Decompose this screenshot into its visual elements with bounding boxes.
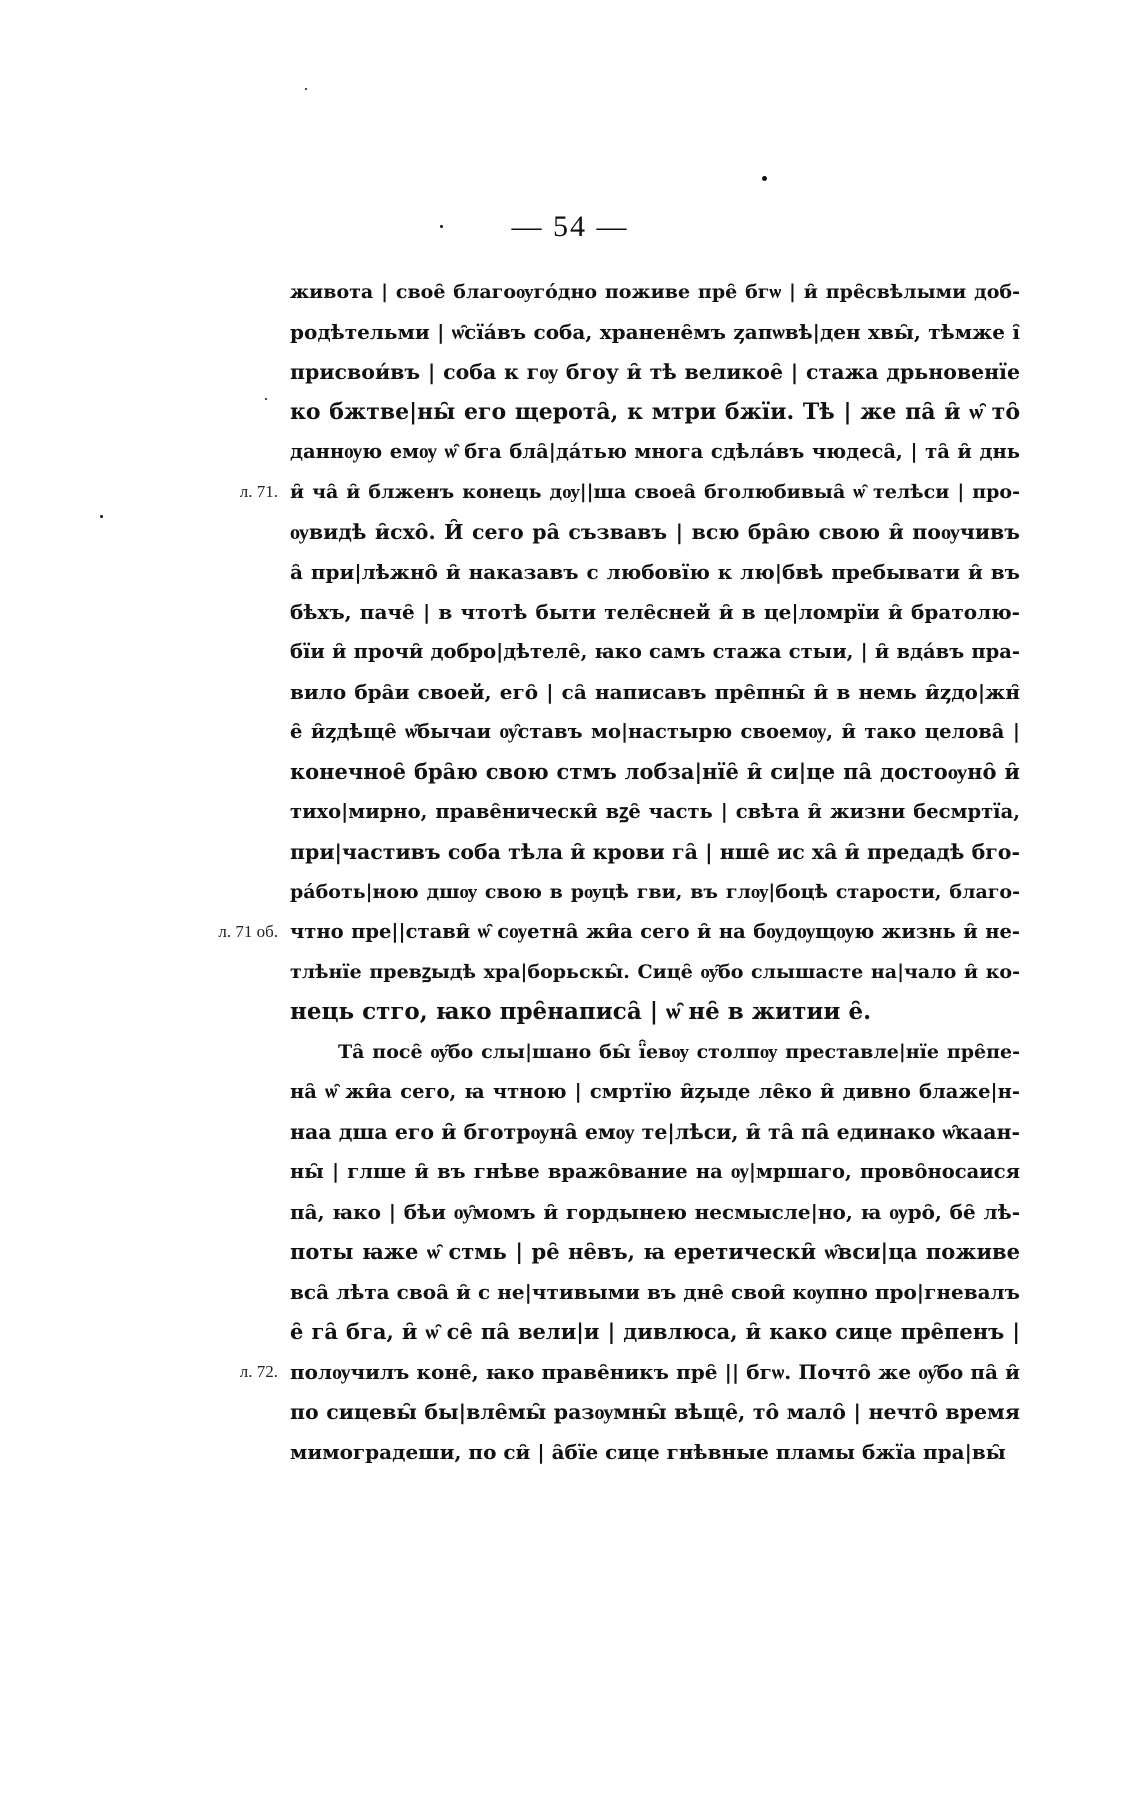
text-line: присвои́въ | соба к гѹ бгоу и̑ тѣ великое̑ | стажа дрьновенїе (290, 360, 1020, 384)
ink-speck (100, 515, 103, 518)
body-text (218, 272, 1020, 1472)
ink-speck (265, 398, 267, 400)
text-line: на̑ ѡ̑ жи̑а сего, ꙗ чтною | смртїю и̑ȥыде ле̑ко и̑ дивно блаже|н- (290, 1080, 1020, 1103)
text-line: при|частивъ соба тѣла и̑ крови га̑ | нше̑ ис ха̑ и̑ предадѣ бго- (290, 840, 1020, 864)
text-line: и̑ ча̑ и̑ блженъ конець дѹ||ша своеа̑ бголюбивыа̑ ѡ̑ телѣси | про- л. 71. (290, 472, 1020, 512)
text-line: е̑ га̑ бга, и̑ ѡ̑ се̑ па̑ вели|и | дивлюса, и̑ како сице пре̑пенъ | (290, 1319, 1020, 1344)
text-line: даннѹю емѹ ѡ̑ бга бла̑|да́тью многа сдѣла́въ чюдеса̑, | та̑ и̑ днь (290, 440, 1020, 463)
text-line: наа дша его и̑ бготрѹна̑ емѹ те|лѣси, и̑ та̑ па̑ единако ѡ̑каан- (290, 1120, 1020, 1144)
folio-margin-note: л. 72. (239, 1362, 278, 1381)
text-line: поты ꙗже ѡ̑ стмь | ре̑ не̑въ, ꙗ еретически̑ ѡ̑вси|ца поживе (290, 1239, 1020, 1264)
folio-margin-note: л. 71 об. (218, 922, 278, 941)
text-line: тлѣнїе превꙁыдѣ хра|борьскы̑. Сице̑ ѹ̑бо слышасте на|чало и̑ ко- (290, 961, 1020, 983)
text-line: е̑ и̑ȥдѣще̑ ѡ̑бычаи ѹ̑ставъ мо|настырю своемѹ, и̑ тако целова̑ | (290, 720, 1020, 743)
text-line: а̑ при|лѣжно̑ и̑ наказавъ с любовїю к лю|бвѣ пребывати и̑ въ (290, 560, 1020, 584)
text-line: конечное̑ бра̑ю свою стмъ лобза|нїе̑ и̑ си|це па̑ достоѹно̑ и̑ (290, 759, 1020, 784)
text-line: вса̑ лѣта своа̑ и̑ с не|чтивыми въ дне̑ свои̑ кѹпно про|гневалъ (290, 1280, 1020, 1304)
text-line: чтно пре||стави̑ ѡ̑ сѹетна̑ жи̑а сего и̑ на бѹдѹщѹю жизнь и̑ не- л. 71 об. (290, 912, 1020, 952)
text-line: родѣтельми | ѡ̑сїа́въ соба, хранене̑мъ ȥапѡвѣ|ден хвы̑, тѣмже і̑ (290, 320, 1020, 344)
text-line: полѹчилъ коне̑, ꙗко праве̑никъ пре̑ || бгѡ. Почто̑ же ѹ̑бо па̑ и̑ л. 72. (290, 1352, 1020, 1392)
text-line: ны̑ | глше и̑ въ гнѣве вражо̑вание на ѹ|мршаго, прово̑носаися (290, 1160, 1020, 1183)
paragraph (239, 1032, 1020, 1472)
folio-margin-note: л. 71. (239, 482, 278, 501)
text-line: живота | свое̑ благоѹго́дно поживе пре̑ бгѡ | и̑ пре̑свѣлыми доб- (290, 281, 1020, 303)
text-line: нець стго, ꙗко пре̑написа̑ | ѡ̑ не̑ в житии е̑. (290, 998, 872, 1025)
text-line: вило бра̑и своей, его̑ | са̑ написавъ пре̑пны̑ и̑ в немь и̑ȥдо|жн̑ (290, 680, 1020, 704)
paragraph (218, 272, 1020, 1032)
text-line: ко бжтве|ны̑ его щерота̑, к мтри бжїи. Тѣ | же па̑ и̑ ѡ̑ то̑ (290, 399, 1020, 425)
ink-speck (762, 176, 767, 181)
text-line: ѹвидѣ и̑схо̑. И̑ сего ра̑ съзвавъ | всю бра̑ю свою и̑ поѹчивъ (290, 520, 1020, 544)
ink-speck (305, 88, 307, 90)
text-line: ра́боть|ною дшѹ свою в рѹцѣ гви, въ глѹ|боцѣ старости, благо- (290, 881, 1020, 903)
text-line: тихо|мирно, праве̑нически̑ вꙁе̑ часть | свѣта и̑ жизни бесмртїа, (290, 800, 1020, 823)
page-number: — 54 — (511, 210, 629, 243)
text-line: па̑, ꙗко | бѣи ѹ̑момъ и̑ гордынею несмысле|но, ꙗ ѹро̑, бе̑ лѣ- (290, 1200, 1020, 1224)
text-line: бїи и̑ прочи̑ добро|дѣтеле̑, ꙗко самъ стажа стыи, | и̑ вда́въ пра- (290, 640, 1020, 663)
text-line: бѣхъ, паче̑ | в чтотѣ быти теле̑сней и̑ в це|ломрїи и̑ братолю- (290, 600, 1020, 624)
text-line: по сицевы̑ бы|вле̑мы̑ разѹмны̑ вѣще̑, то̑ мало̑ | нечто̑ время (290, 1400, 1020, 1424)
text-line: Та̑ посе̑ ѹ̑бо слы|шано бы̑ ї̑евѹ столпѹ преставле|нїе пре̑пе- (338, 1041, 1020, 1063)
text-line: мимоградеши, по си̑ | а̑бїе сице гнѣвные пламы бжїа пра|вы̑ (290, 1440, 1006, 1464)
